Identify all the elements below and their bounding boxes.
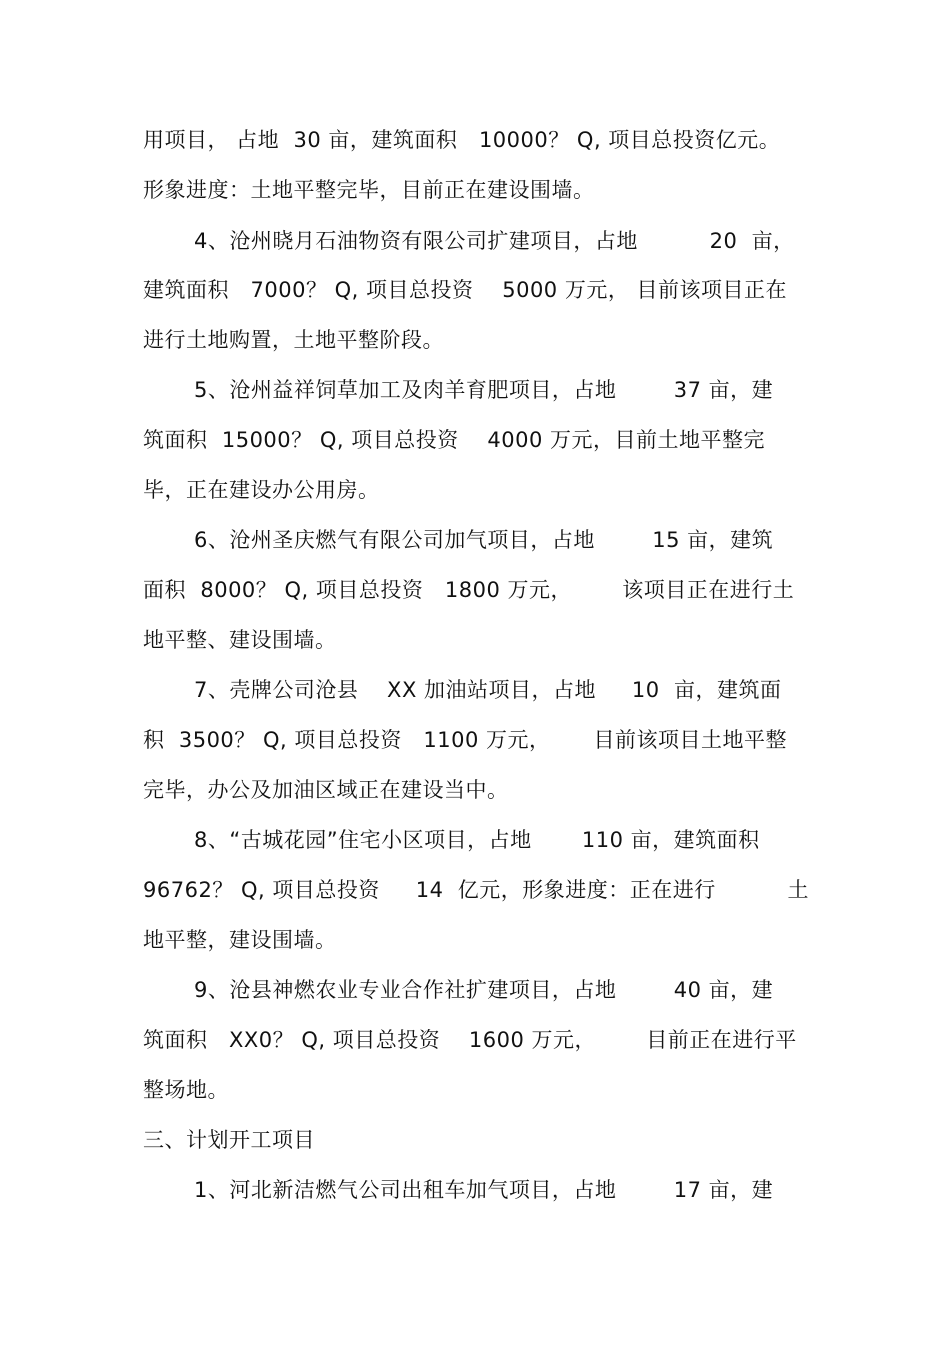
section-heading: 三、计划开工项目 — [143, 1128, 315, 1152]
text-line: 面积 8000？ Q, 项目总投资 1800 万元， 该项目正在进行土 — [143, 578, 795, 602]
text-line: 筑面积 XX0？ Q, 项目总投资 1600 万元， 目前正在进行平 — [143, 1028, 797, 1052]
text-line: 6、沧州圣庆燃气有限公司加气项目，占地 15 亩，建筑 — [194, 528, 774, 552]
text-line: 积 3500？ Q, 项目总投资 1100 万元， 目前该项目土地平整 — [143, 728, 788, 752]
text-line: 地平整、建设围墙。 — [143, 628, 337, 652]
text-line: 地平整，建设围墙。 — [143, 928, 337, 952]
text-line: 完毕，办公及加油区域正在建设当中。 — [143, 778, 509, 802]
text-line: 形象进度：土地平整完毕，目前正在建设围墙。 — [143, 178, 595, 202]
text-line: 1、河北新洁燃气公司出租车加气项目，占地 17 亩，建 — [194, 1178, 774, 1202]
text-line: 8、“古城花园”住宅小区项目，占地 110 亩，建筑面积 — [194, 828, 760, 852]
text-line: 毕，正在建设办公用房。 — [143, 478, 380, 502]
text-line: 9、沧县神燃农业专业合作社扩建项目，占地 40 亩，建 — [194, 978, 774, 1002]
text-line: 进行土地购置，土地平整阶段。 — [143, 328, 444, 352]
text-line: 筑面积 15000？ Q, 项目总投资 4000 万元，目前土地平整完 — [143, 428, 766, 452]
text-line: 整场地。 — [143, 1078, 229, 1102]
text-line: 5、沧州益祥饲草加工及肉羊育肥项目，占地 37 亩，建 — [194, 378, 774, 402]
text-line: 用项目， 占地 30 亩，建筑面积 10000？ Q, 项目总投资亿元。 — [143, 128, 781, 152]
text-line: 4、沧州晓月石油物资有限公司扩建项目，占地 20 亩， — [194, 229, 795, 253]
text-line: 96762？ Q, 项目总投资 14 亿元，形象进度：正在进行 土 — [143, 878, 810, 902]
text-line: 建筑面积 7000？ Q, 项目总投资 5000 万元， 目前该项目正在 — [143, 278, 788, 302]
text-line: 7、壳牌公司沧县 XX 加油站项目，占地 10 亩，建筑面 — [194, 678, 782, 702]
